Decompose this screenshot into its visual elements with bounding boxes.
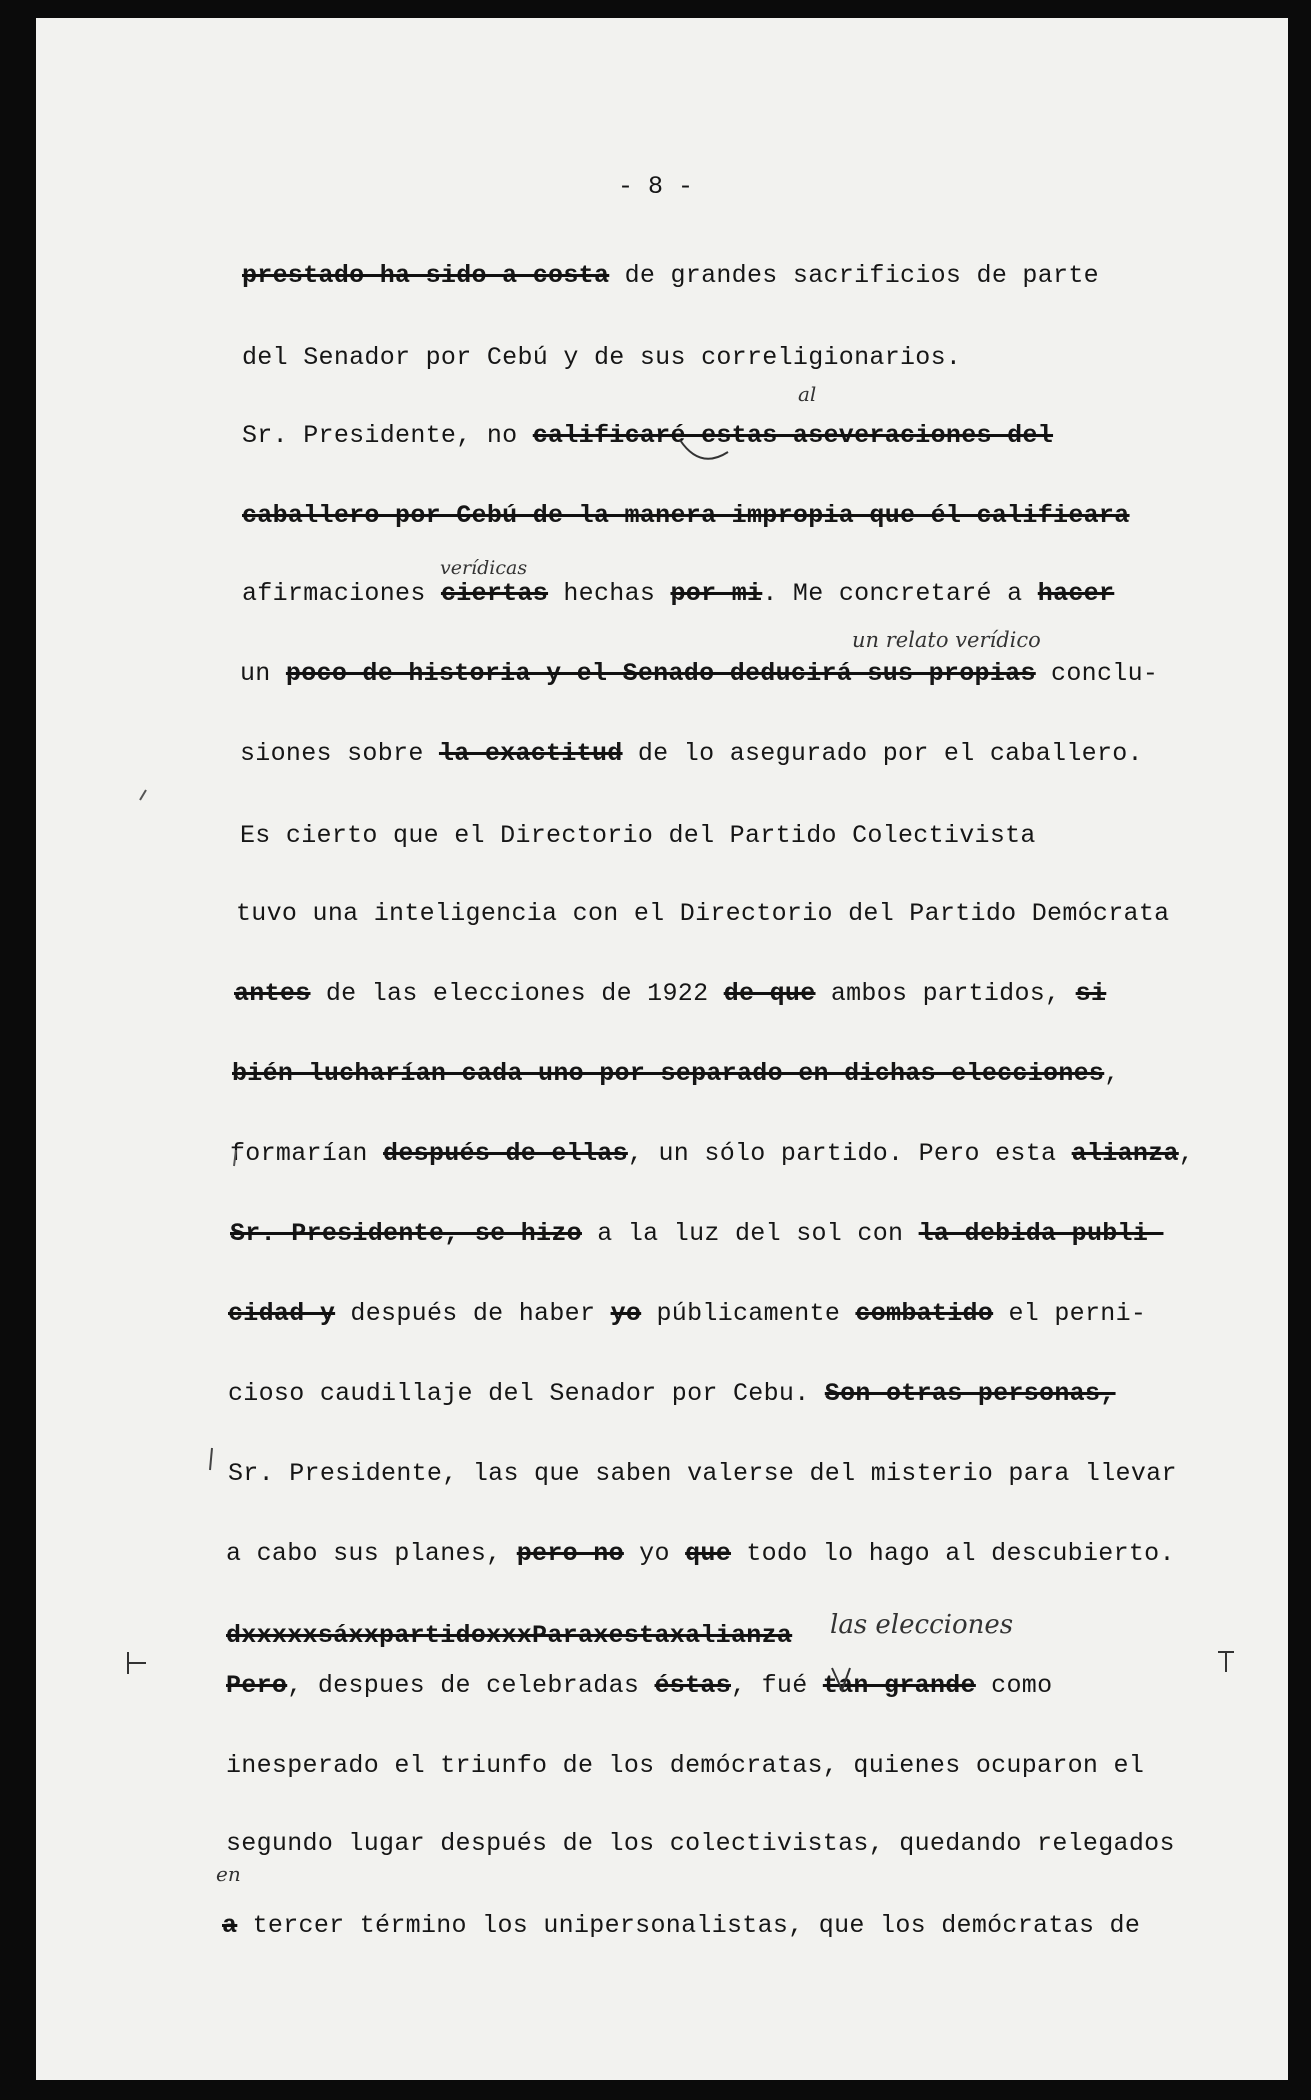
struck-text: a [222,1911,238,1940]
struck-text: ciertas [440,579,549,608]
typed-text: de grandes sacrificios de parte [609,261,1099,290]
typed-text: , [1178,1139,1195,1168]
typed-text: de las elecciones de 1922 [310,979,724,1008]
typed-text: . Me concretaré a [762,579,1038,608]
typed-text: un [240,659,286,688]
struck-text: Sr. Presidente, se hizo [230,1219,582,1248]
struck-text: poco de historia y el Senado deducirá sus propias [285,659,1036,688]
typed-text: del Senador por Cebú y de sus correligionarios. [242,343,962,372]
typed-text: todo lo hago al descubierto. [731,1539,1175,1568]
struck-text: tan grande [822,1671,976,1700]
margin-mark-left [128,1652,146,1674]
typed-text: hechas [548,579,671,608]
typed-text: yo [623,1539,686,1568]
typed-text: a cabo sus planes, [226,1539,517,1568]
struck-text: hacer [1037,579,1115,608]
typed-text: , un sólo partido. Pero esta [627,1139,1072,1168]
handwritten-note-relato: un relato verídico [852,628,1041,652]
typed-text: Sr. Presidente, no [242,421,533,450]
struck-text: Son otras personas, [824,1379,1116,1408]
struck-text: la exactitud [438,739,623,768]
typed-text: segundo lugar después de los colectivistas, quedando relegados [226,1829,1175,1858]
margin-tick-3 [234,1150,236,1166]
struck-text: si [1075,979,1107,1008]
typed-text: , despues de celebradas [287,1671,655,1700]
typed-text: , fué [731,1671,823,1700]
struck-text: yo [610,1299,642,1328]
typed-text: Sr. Presidente, las que saben valerse del misterio para llevar [228,1459,1177,1488]
struck-text: Pero [226,1671,288,1700]
struck-text: prestado ha sido a costa [242,261,610,290]
typed-text: Es cierto que el Directorio del Partido Colectivista [240,821,1036,850]
struck-text: bién lucharían cada uno por separado en dichas elecciones [232,1059,1105,1088]
handwritten-note-al: al [798,382,817,406]
struck-text: calificaré estas aseveraciones del [532,421,1054,450]
struck-text: alianza [1071,1139,1179,1168]
struck-text: éstas [654,1671,731,1700]
typed-text: de lo asegurado por el caballero. [622,739,1143,768]
typed-text: como [975,1671,1053,1700]
struck-text: después de ellas [383,1139,628,1168]
margin-tick [210,1448,212,1470]
typed-text: cioso caudillaje del Senador por Cebu. [228,1379,825,1408]
handwritten-note-veridicas: verídicas [440,557,528,579]
struck-text: de que [723,979,816,1008]
typed-text: conclu- [1035,659,1159,688]
handwritten-note-en: en [216,1862,241,1886]
struck-text: que [685,1539,732,1568]
typed-text: públicamente [641,1299,856,1328]
struck-text: por mi [670,579,763,608]
struck-text: antes [234,979,311,1008]
struck-text: dxxxxxsáxxpartidoxxxParaxestaxalianza [226,1621,793,1650]
caret-mark-2 [832,1668,850,1690]
struck-text: combatido [855,1299,994,1328]
struck-text: cidad y [228,1299,336,1328]
caret-mark [680,440,728,459]
handwritten-note-elecciones: las elecciones [830,1610,1014,1640]
margin-tick-2 [140,790,146,800]
struck-text: pero no [516,1539,624,1568]
typed-text: tuvo una inteligencia con el Directorio del Partido Demócrata [236,899,1170,928]
typed-text: a la luz del sol con [581,1219,919,1248]
typed-text: formarían [230,1139,384,1168]
typed-text: afirmaciones [242,579,441,608]
struck-text: caballero por Cebú de la manera impropia que él califieara [242,501,1130,530]
typed-text: ambos partidos, [815,979,1076,1008]
margin-mark-right [1218,1652,1234,1672]
typed-text: , [1104,1059,1120,1088]
typed-text: siones sobre [240,739,439,768]
typed-text: el perni- [993,1299,1147,1328]
page-number: - 8 - [617,172,693,201]
typed-text: tercer término los unipersonalistas, que los demócratas de [237,1911,1141,1940]
struck-text: la debida publi- [918,1219,1164,1248]
typed-text: inesperado el triunfo de los demócratas, quienes ocuparon el [226,1751,1145,1780]
typed-text: después de haber [335,1299,611,1328]
